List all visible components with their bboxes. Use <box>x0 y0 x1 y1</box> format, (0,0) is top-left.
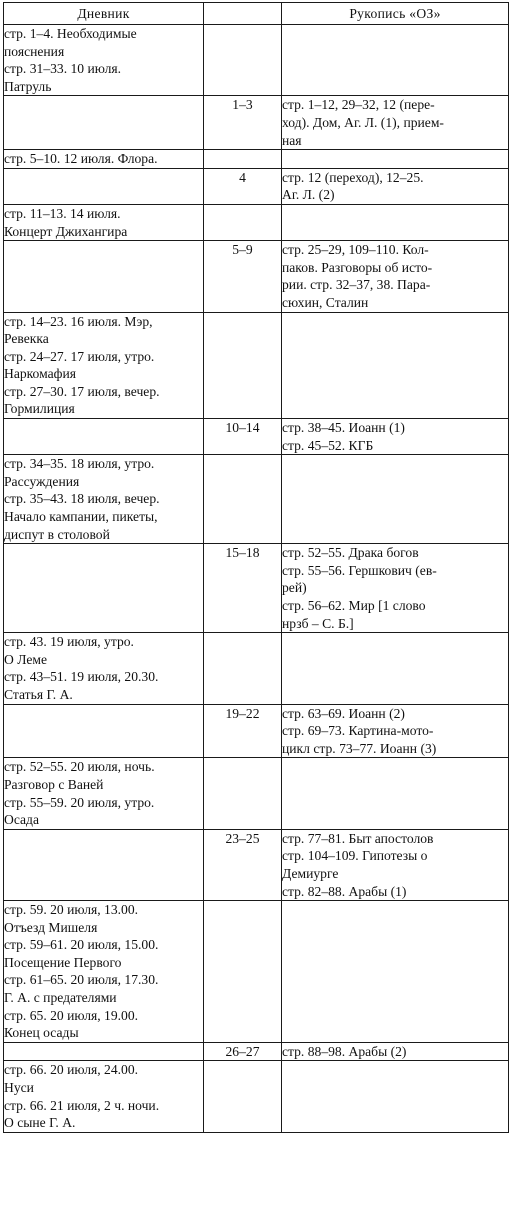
diary-entry-line: стр. 35–43. 18 июля, вечер. <box>4 491 160 507</box>
manuscript-cell <box>282 312 509 419</box>
manuscript-entry-line: стр. 25–29, 109–110. Кол- <box>282 242 429 258</box>
table-row <box>4 419 509 455</box>
diary-cell <box>4 455 204 544</box>
pages-cell <box>204 1061 282 1132</box>
diary-cell <box>4 96 204 150</box>
manuscript-cell <box>282 241 509 312</box>
diary-entry-line: Рассуждения <box>4 473 80 489</box>
diary-cell <box>4 1061 204 1132</box>
table-row <box>4 901 509 1043</box>
diary-entry-line: Патруль <box>4 78 52 94</box>
manuscript-cell <box>282 419 509 455</box>
diary-entry-line: Наркомафия <box>4 366 76 382</box>
diary-entry-line: стр. 55–59. 20 июля, утро. <box>4 794 155 810</box>
diary-cell <box>4 150 204 169</box>
manuscript-entry-line: ная <box>282 132 302 148</box>
manuscript-cell <box>282 204 509 240</box>
diary-entry-line: стр. 5–10. 12 июля. Флора. <box>4 151 158 167</box>
manuscript-entry-line: Демиурге <box>282 865 339 881</box>
manuscript-entry-line: стр. 12 (переход), 12–25. <box>282 169 424 185</box>
table-row <box>4 204 509 240</box>
manuscript-cell <box>282 1042 509 1061</box>
diary-entry-line: стр. 65. 20 июля, 19.00. <box>4 1007 139 1023</box>
manuscript-entry-line: нрзб – С. Б.] <box>282 615 354 631</box>
pages-cell <box>204 829 282 900</box>
manuscript-entry-line: стр. 38–45. Иоанн (1) <box>282 420 405 436</box>
pages-cell <box>204 312 282 419</box>
pages-cell <box>204 544 282 633</box>
diary-entry-line: стр. 27–30. 17 июля, вечер. <box>4 383 160 399</box>
pages-cell <box>204 96 282 150</box>
manuscript-cell <box>282 96 509 150</box>
pages-cell <box>204 1042 282 1061</box>
page-range: 1–3 <box>232 97 253 113</box>
manuscript-entry-line: стр. 52–55. Драка богов <box>282 545 419 561</box>
diary-entry-line: пояснения <box>4 43 65 59</box>
diary-entry-line: О сыне Г. А. <box>4 1115 76 1131</box>
table-body <box>4 25 509 1133</box>
manuscript-cell <box>282 25 509 96</box>
manuscript-entry-line: Аг. Л. (2) <box>282 187 335 203</box>
diary-entry-line: стр. 11–13. 14 июля. <box>4 205 121 221</box>
table-row <box>4 168 509 204</box>
manuscript-cell <box>282 544 509 633</box>
manuscript-cell <box>282 704 509 758</box>
pages-cell <box>204 150 282 169</box>
table-row <box>4 1061 509 1132</box>
table-row <box>4 312 509 419</box>
manuscript-entry-line: стр. 88–98. Арабы (2) <box>282 1043 407 1059</box>
manuscript-cell <box>282 455 509 544</box>
diary-entry-line: О Леме <box>4 651 48 667</box>
diary-entry-line: Ревекка <box>4 331 49 347</box>
table-row <box>4 1042 509 1061</box>
header-row <box>4 3 509 25</box>
diary-cell <box>4 758 204 829</box>
diary-entry-line: Посещение Первого <box>4 954 122 970</box>
manuscript-entry-line: стр. 63–69. Иоанн (2) <box>282 705 405 721</box>
table-row <box>4 96 509 150</box>
diary-cell <box>4 1042 204 1061</box>
diary-entry-line: стр. 66. 20 июля, 24.00. <box>4 1062 139 1078</box>
diary-cell <box>4 704 204 758</box>
concordance-table <box>3 2 509 1133</box>
diary-entry-line: Осада <box>4 812 39 828</box>
manuscript-cell <box>282 829 509 900</box>
diary-cell <box>4 312 204 419</box>
manuscript-cell <box>282 633 509 704</box>
pages-cell <box>204 419 282 455</box>
diary-entry-line: Г. А. с предателями <box>4 990 117 1006</box>
diary-entry-line: стр. 31–33. 10 июля. <box>4 61 122 77</box>
diary-entry-line: Разговор с Ваней <box>4 776 104 792</box>
manuscript-cell <box>282 758 509 829</box>
manuscript-entry-line: рии. стр. 32–37, 38. Пара- <box>282 277 431 293</box>
diary-entry-line: стр. 59. 20 июля, 13.00. <box>4 902 139 918</box>
manuscript-entry-line: паков. Разговоры об исто- <box>282 259 433 275</box>
header-manuscript: Рукопись «ОЗ» <box>282 3 509 25</box>
pages-cell <box>204 25 282 96</box>
manuscript-entry-line: стр. 82–88. Арабы (1) <box>282 883 407 899</box>
manuscript-entry-line: стр. 104–109. Гипотезы о <box>282 848 428 864</box>
page-range: 23–25 <box>225 830 260 846</box>
header-pages <box>204 3 282 25</box>
pages-cell <box>204 168 282 204</box>
diary-entry-line: Нуси <box>4 1080 34 1096</box>
pages-cell <box>204 455 282 544</box>
diary-cell <box>4 25 204 96</box>
pages-cell <box>204 758 282 829</box>
manuscript-entry-line: стр. 77–81. Быт апостолов <box>282 830 434 846</box>
diary-cell <box>4 204 204 240</box>
diary-entry-line: стр. 14–23. 16 июля. Мэр, <box>4 313 153 329</box>
page-range: 15–18 <box>225 545 260 561</box>
table-row <box>4 758 509 829</box>
diary-entry-line: Гормилиция <box>4 401 75 417</box>
table-row <box>4 633 509 704</box>
pages-cell <box>204 704 282 758</box>
pages-cell <box>204 204 282 240</box>
diary-cell <box>4 168 204 204</box>
page-range: 5–9 <box>232 242 253 258</box>
pages-cell <box>204 241 282 312</box>
table-row <box>4 25 509 96</box>
manuscript-cell <box>282 1061 509 1132</box>
manuscript-entry-line: стр. 45–52. КГБ <box>282 437 374 453</box>
diary-entry-line: Концерт Джихангира <box>4 223 128 239</box>
page-range: 19–22 <box>225 705 260 721</box>
manuscript-entry-line: цикл стр. 73–77. Иоанн (3) <box>282 740 437 756</box>
diary-cell <box>4 633 204 704</box>
page-range: 4 <box>239 169 246 185</box>
manuscript-entry-line: ход). Дом, Аг. Л. (1), прием- <box>282 114 444 130</box>
manuscript-entry-line: стр. 56–62. Мир [1 слово <box>282 598 426 613</box>
manuscript-cell <box>282 150 509 169</box>
header-diary: Дневник <box>4 3 204 25</box>
diary-cell <box>4 829 204 900</box>
manuscript-entry-line: стр. 69–73. Картина-мото- <box>282 723 434 739</box>
manuscript-entry-line: сюхин, Сталин <box>282 294 369 310</box>
table-row <box>4 704 509 758</box>
diary-entry-line: стр. 61–65. 20 июля, 17.30. <box>4 972 159 988</box>
manuscript-cell <box>282 901 509 1043</box>
diary-entry-line: стр. 43–51. 19 июля, 20.30. <box>4 669 159 685</box>
pages-cell <box>204 901 282 1043</box>
page-range: 10–14 <box>225 420 260 436</box>
diary-entry-line: стр. 66. 21 июля, 2 ч. ночи. <box>4 1097 160 1113</box>
diary-entry-line: стр. 59–61. 20 июля, 15.00. <box>4 937 159 953</box>
diary-entry-line: стр. 34–35. 18 июля, утро. <box>4 456 155 472</box>
table-row <box>4 241 509 312</box>
manuscript-entry-line: стр. 1–12, 29–32, 12 (пере- <box>282 97 435 113</box>
table-row <box>4 829 509 900</box>
manuscript-cell <box>282 168 509 204</box>
table-row <box>4 544 509 633</box>
table-row <box>4 455 509 544</box>
pages-cell <box>204 633 282 704</box>
diary-entry-line: Начало кампании, пикеты, <box>4 509 158 525</box>
document-page <box>0 2 519 1227</box>
diary-entry-line: Статья Г. А. <box>4 686 73 702</box>
diary-cell <box>4 901 204 1043</box>
diary-entry-line: стр. 43. 19 июля, утро. <box>4 634 134 650</box>
diary-cell <box>4 544 204 633</box>
manuscript-entry-line: рей) <box>282 580 307 596</box>
diary-entry-line: диспут в столовой <box>4 526 110 542</box>
diary-entry-line: Отъезд Мишеля <box>4 919 98 935</box>
diary-entry-line: Конец осады <box>4 1025 79 1041</box>
manuscript-entry-line: стр. 55–56. Гершкович (ев- <box>282 562 437 578</box>
diary-cell <box>4 419 204 455</box>
diary-entry-line: стр. 24–27. 17 июля, утро. <box>4 348 155 364</box>
diary-cell <box>4 241 204 312</box>
page-range: 26–27 <box>225 1043 260 1059</box>
diary-entry-line: стр. 1–4. Необходимые <box>4 26 137 41</box>
table-row <box>4 150 509 169</box>
diary-entry-line: стр. 52–55. 20 июля, ночь. <box>4 759 155 775</box>
